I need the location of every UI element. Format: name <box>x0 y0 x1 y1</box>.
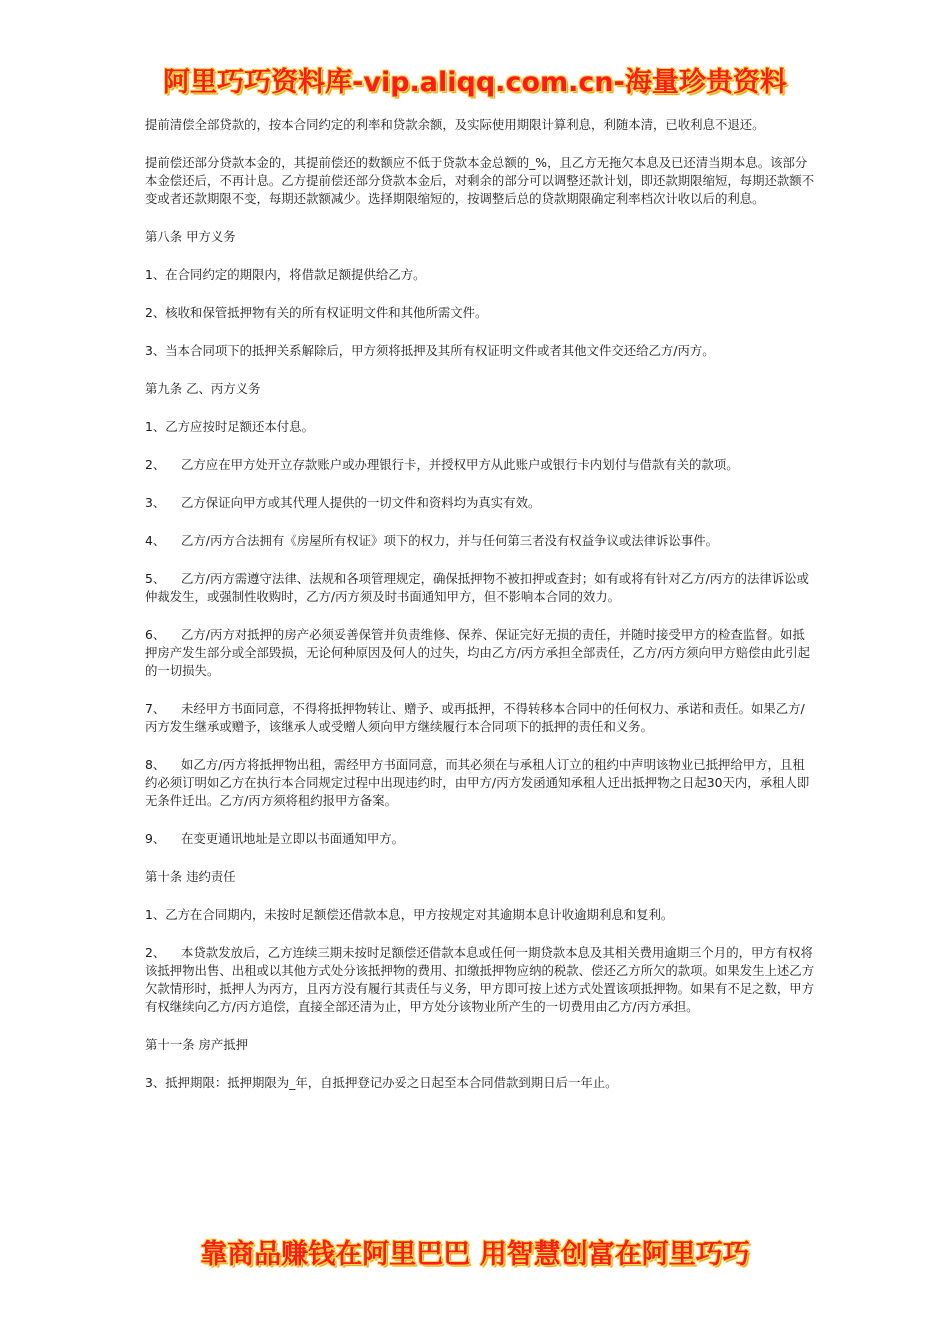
clause-9-2: 2、 乙方应在甲方处开立存款账户或办理银行卡，并授权甲方从此账户或银行卡内划付与借款有关的款项。 <box>145 457 739 472</box>
header-banner: 阿里巧巧资料库-vip.aliqq.com.cn-海量珍贵资料 <box>163 67 787 98</box>
clause-11-3: 3、抵押期限：抵押期限为_年，自抵押登记办妥之日起至本合同借款到期日后一年止。 <box>145 1075 618 1090</box>
section-heading-article-11: 第十一条 房产抵押 <box>145 1037 249 1052</box>
section-heading-article-9: 第九条 乙、丙方义务 <box>145 381 261 396</box>
paragraph-early-full-repayment: 提前清偿全部贷款的，按本合同约定的利率和贷款余额，及实际使用期限计算利息，利随本清，已收利息不退还。 <box>145 117 765 132</box>
document-body <box>145 116 817 1092</box>
footer-banner: 靠商品赚钱在阿里巴巴 用智慧创富在阿里巧巧 <box>200 1239 750 1270</box>
clause-9-4: 4、 乙方/丙方合法拥有《房屋所有权证》项下的权力，并与任何第三者没有权益争议或法律诉讼事件。 <box>145 533 718 548</box>
clause-9-1: 1、乙方应按时足额还本付息。 <box>145 419 314 434</box>
clause-8-3: 3、当本合同项下的抵押关系解除后，甲方须将抵押及其所有权证明文件或者其他文件交还给乙方/丙方。 <box>145 343 715 358</box>
clause-8-1: 1、在合同约定的期限内，将借款足额提供给乙方。 <box>145 267 426 282</box>
section-heading-article-8: 第八条 甲方义务 <box>145 229 236 244</box>
paragraph-early-partial-repayment: 提前偿还部分贷款本金的，其提前偿还的数额应不低于贷款本金总额的_%，且乙方无拖欠本息及已还清当期本息。该部分本金偿还后，不再计息。乙方提前偿还部分贷款本金后，对剩余的部分可以调整还款计划，即还款期限缩短，每期还款额不变或者还款期限不变，每期还款额减少。选择期限缩短的，按调整后总的贷款期限确定利率档次计收以后的利息。 <box>145 155 815 206</box>
clause-9-6: 6、 乙方/丙方对抵押的房产必须妥善保管并负责维修、保养、保证完好无损的责任，并随时接受甲方的检查监督。如抵押房产发生部分或全部毁损，无论何种原因及何人的过失，均由乙方/丙方承担全部责任，乙方/丙方须向甲方赔偿由此引起的一切损失。 <box>145 627 811 678</box>
section-heading-article-10: 第十条 违约责任 <box>145 869 236 884</box>
clause-10-2: 2、 本贷款发放后，乙方连续三期未按时足额偿还借款本息或任何一期贷款本息及其相关费用逾期三个月的，甲方有权将该抵押物出售、出租或以其他方式处分该抵押物的费用、扣缴抵押物应纳的税款、偿还乙方所欠的款项。如果发生上述乙方欠款情形时，抵押人为丙方，且丙方没有履行其责任与义务，甲方即可按上述方式处置该项抵押物。如果有不足之数，甲方有权继续向乙方/丙方追偿，直接全部还清为止，甲方处分该物业所产生的一切费用由乙方/丙方承担。 <box>145 945 815 1014</box>
clause-9-5: 5、 乙方/丙方需遵守法律、法规和各项管理规定，确保抵押物不被扣押或查封；如有或将有针对乙方/丙方的法律诉讼或仲裁发生，或强制性收购时，乙方/丙方须及时书面通知甲方，但不影响本合同的效力。 <box>145 571 809 604</box>
clause-9-9: 9、 在变更通讯地址是立即以书面通知甲方。 <box>145 831 405 846</box>
clause-9-3: 3、 乙方保证向甲方或其代理人提供的一切文件和资料均为真实有效。 <box>145 495 541 510</box>
clause-8-2: 2、核收和保管抵押物有关的所有权证明文件和其他所需文件。 <box>145 305 488 320</box>
clause-9-7: 7、 未经甲方书面同意，不得将抵押物转让、赠予、或再抵押，不得转移本合同中的任何权力、承诺和责任。如果乙方/丙方发生继承或赠予，该继承人或受赠人须向甲方继续履行本合同项下的抵押的责任和义务。 <box>145 701 805 734</box>
clause-9-8: 8、 如乙方/丙方将抵押物出租，需经甲方书面同意，而其必须在与承租人订立的租约中声明该物业已抵押给甲方，且租约必须订明如乙方在执行本合同规定过程中出现违约时，由甲方/丙方发函通知承租人迁出抵押物之日起30天内，承租人即无条件迁出。乙方/丙方须将租约报甲方备案。 <box>145 757 810 808</box>
clause-10-1: 1、乙方在合同期内，未按时足额偿还借款本息，甲方按规定对其逾期本息计收逾期利息和复利。 <box>145 907 674 922</box>
